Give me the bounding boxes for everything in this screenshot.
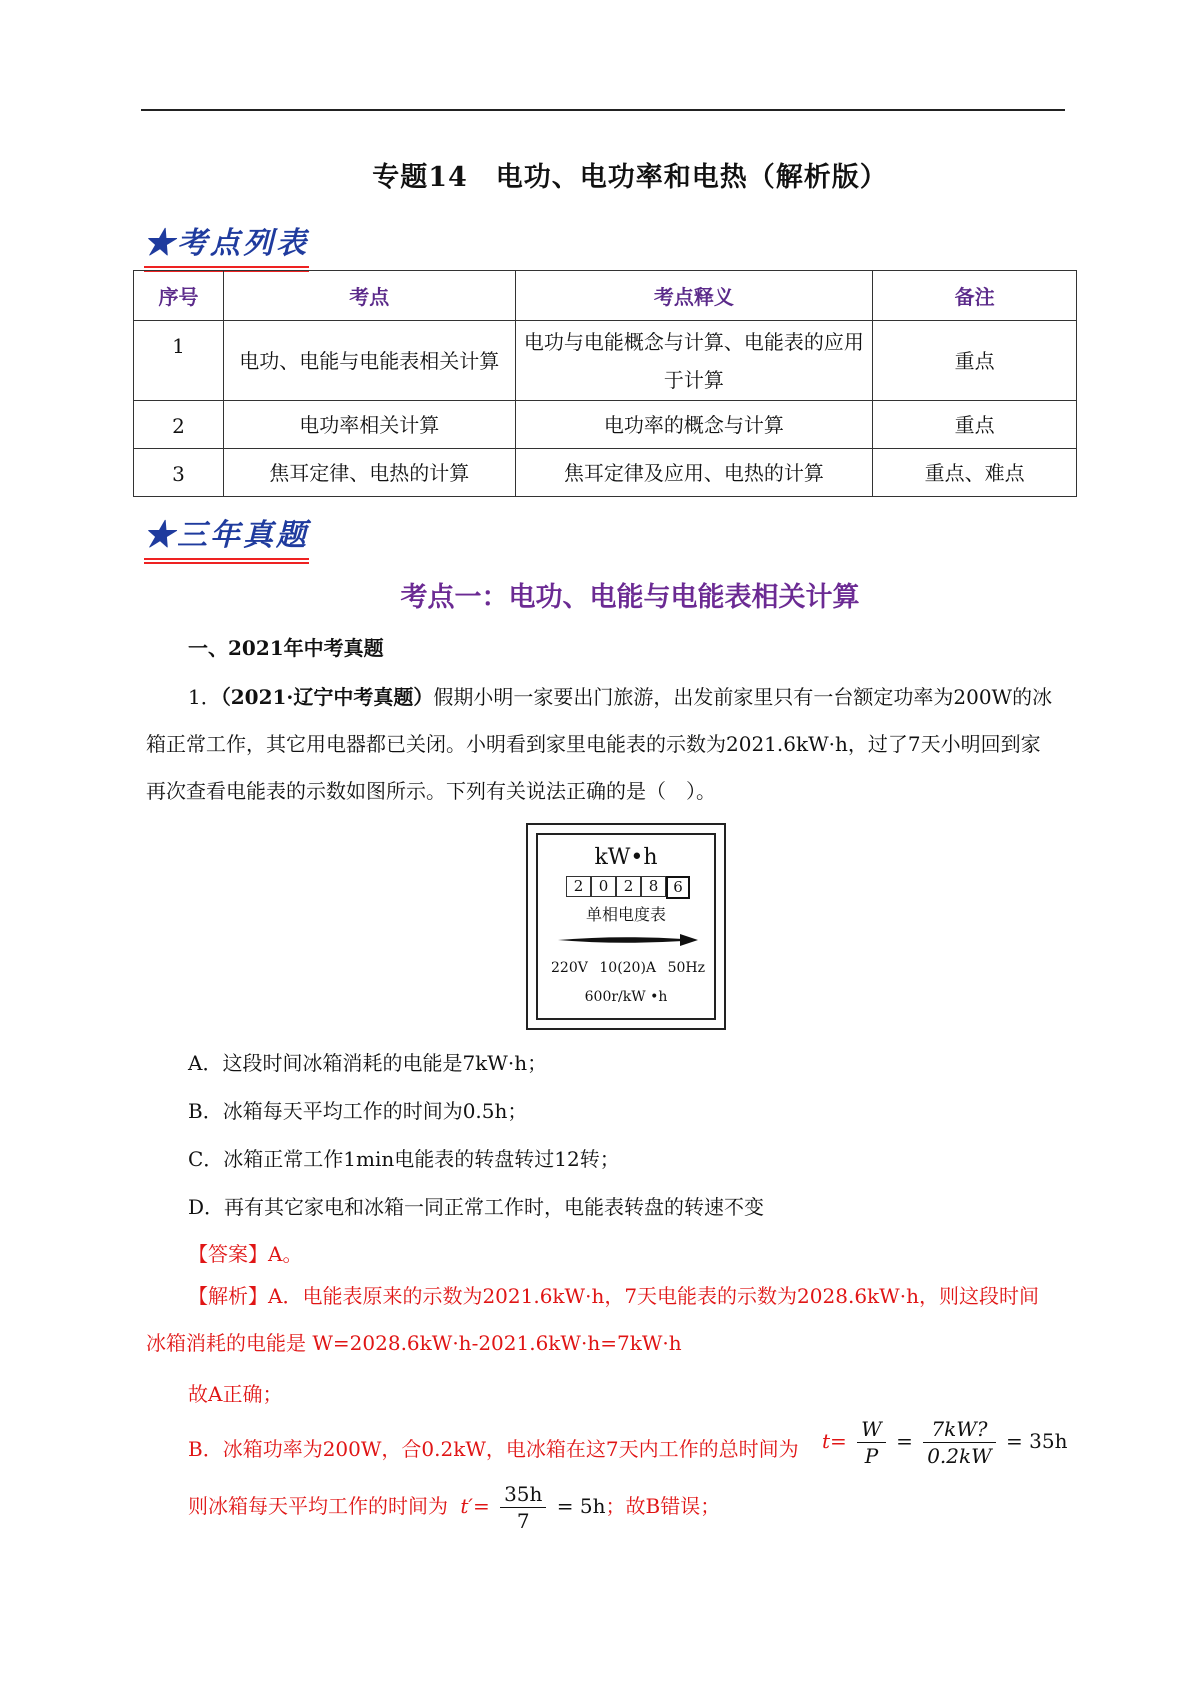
section-heading-topics: ★考点列表 <box>144 218 309 262</box>
row-note: 重点 <box>873 321 1077 401</box>
table-header-row <box>134 271 1077 321</box>
formula-total-time: t= $\frac{W}{P}$ = $\frac{7kW?}{0.2kW}$ = 35h <box>822 1417 1068 1468</box>
option-d: D．再有其它家电和冰箱一同正常工作时，电能表转盘的转速不变 <box>188 1195 765 1219</box>
answer <box>188 1238 302 1267</box>
meter-label: 单相电度表 <box>585 905 666 924</box>
section-heading-exams: ★三年真题 <box>144 510 309 554</box>
table-row <box>134 449 1077 497</box>
table-row <box>134 321 1077 401</box>
option-b: B．冰箱每天平均工作的时间为0.5h； <box>188 1099 528 1123</box>
row-desc: 电功率的概念与计算 <box>515 401 873 449</box>
header-cell: 序号 <box>134 271 224 321</box>
question-text: 假期小明一家要出门旅游，出发前家里只有一台额定功率为200W的冰箱正常工作，其它用电器都已关闭。小明看到家里电能表的示数为2021.6kW·h，过了7天小明回到家再次查看电能表的示数如图所示。下列有关说法正确的是（ ）。 <box>146 685 1053 803</box>
meter-digit: 8 <box>641 876 666 897</box>
row-topic: 焦耳定律、电热的计算 <box>223 449 515 497</box>
header-cell: 备注 <box>873 271 1077 321</box>
year-heading: 一、2021年中考真题 <box>188 636 384 660</box>
question-stem <box>146 674 1056 815</box>
header-cell: 考点 <box>223 271 515 321</box>
meter-spec <box>551 960 705 976</box>
analysis-line1: A．电能表原来的示数为2021.6kW·h，7天电能表的示数为2028.6kW·h，则这段时间冰箱消耗的电能是 W=2028.6kW·h-2021.6kW·h=7kW·h <box>146 1284 1039 1355</box>
row-desc: 焦耳定律及应用、电热的计算 <box>515 449 873 497</box>
header-rule <box>141 109 1065 111</box>
meter-digit: 2 <box>616 876 641 897</box>
topic-heading: 考点一：电功、电能与电能表相关计算 <box>400 582 860 613</box>
question-source: （2021·辽宁中考真题） <box>220 685 434 709</box>
option-c: C．冰箱正常工作1min电能表的转盘转过12转； <box>188 1147 620 1171</box>
answer-tag: 【答案】 <box>188 1242 268 1266</box>
question-number: 1． <box>188 685 221 709</box>
meter-digit: 6 <box>666 876 690 899</box>
arrow-icon <box>558 933 700 947</box>
row-note: 重点、难点 <box>873 449 1077 497</box>
row-topic: 电功率相关计算 <box>223 401 515 449</box>
meter-digit: 0 <box>591 876 616 897</box>
electric-meter-figure <box>526 823 726 1030</box>
meter-unit: kW•h <box>594 845 658 870</box>
meter-current: 10(20)A <box>599 960 657 976</box>
row-number: 3 <box>134 449 224 497</box>
answer-text: A。 <box>268 1242 303 1266</box>
meter-rate: 600r/kW •h <box>584 989 668 1005</box>
meter-voltage: 220V <box>551 960 588 976</box>
meter-digit: 2 <box>566 876 591 897</box>
row-note: 重点 <box>873 401 1077 449</box>
option-a: A．这段时间冰箱消耗的电能是7kW·h； <box>188 1051 548 1075</box>
page-title: 专题14 电功、电功率和电热（解析版） <box>372 162 888 193</box>
row-number: 1 <box>134 321 224 401</box>
analysis-tag: 【解析】 <box>188 1284 268 1308</box>
analysis-conclusion-a: 故A正确； <box>188 1382 283 1406</box>
topics-table <box>133 270 1077 497</box>
table-row <box>134 401 1077 449</box>
meter-digits <box>566 876 690 899</box>
formula-daily-time: 则冰箱每天平均工作的时间为 t′= $\frac{35h}{7}$ = 5h；故B错误； <box>188 1482 721 1533</box>
analysis-b: B．冰箱功率为200W，合0.2kW，电冰箱在这7天内工作的总时间为 <box>188 1437 799 1461</box>
meter-frequency: 50Hz <box>667 960 705 976</box>
analysis-a <box>146 1273 1056 1367</box>
row-number: 2 <box>134 401 224 449</box>
row-desc: 电功与电能概念与计算、电能表的应用于计算 <box>515 321 873 401</box>
header-cell: 考点释义 <box>515 271 873 321</box>
row-topic: 电功、电能与电能表相关计算 <box>223 321 515 401</box>
